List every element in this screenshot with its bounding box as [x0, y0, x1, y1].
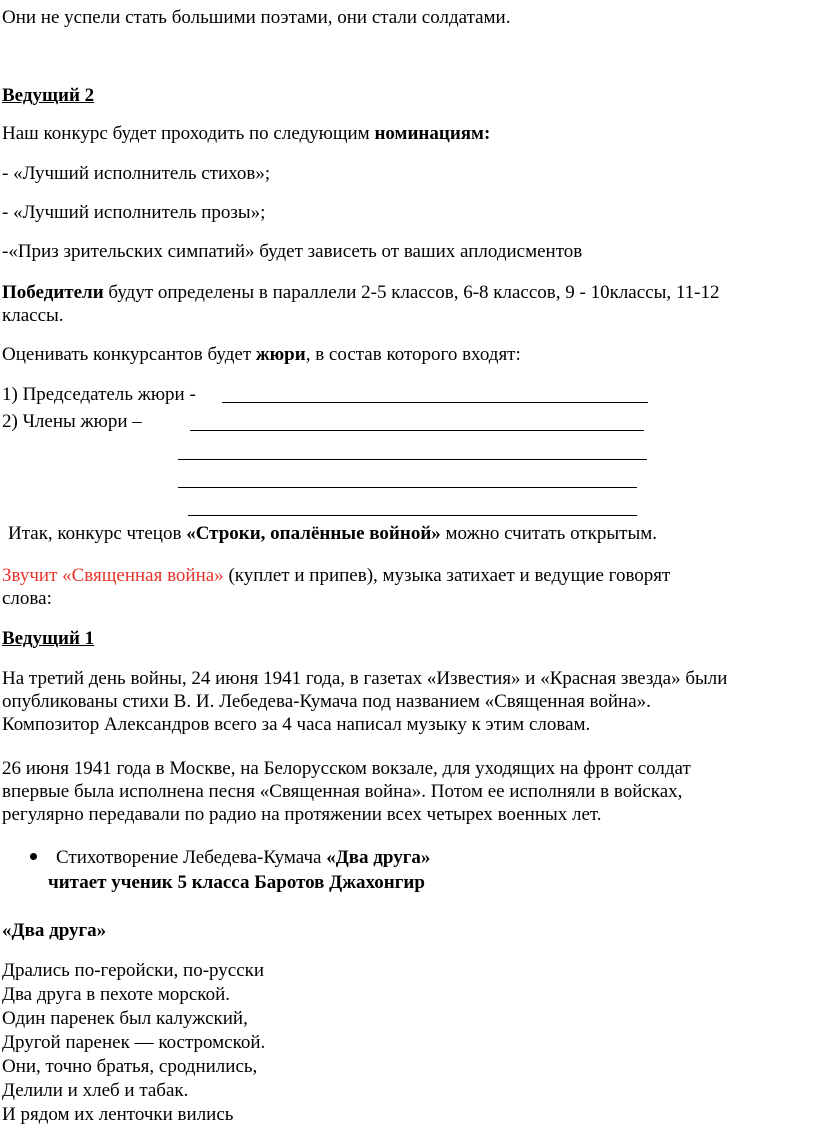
- text: Наш конкурс будет проходить по следующим: [2, 123, 375, 144]
- blank-line: [178, 487, 637, 488]
- bold-text: номинациям:: [374, 123, 491, 144]
- host-2-heading: Ведущий 2: [2, 85, 95, 106]
- paragraph-1-line-3: Композитор Александров всего за 4 часа написал музыку к этим словам.: [2, 714, 591, 735]
- bullet-icon: [30, 853, 37, 860]
- poem-line: Другой паренек — костромской.: [2, 1032, 266, 1053]
- jury-chair-line: 1) Председатель жюри -: [2, 384, 196, 405]
- contest-open-line: [8, 522, 657, 545]
- bold-text: «Два друга»: [326, 847, 431, 868]
- bold-text: Победители: [2, 282, 104, 303]
- bold-text: «Строки, опалённые войной»: [186, 523, 441, 544]
- paragraph-2-line-3: регулярно передавали по радио на протяжении всех четырех военных лет.: [2, 804, 602, 825]
- blank-line: [190, 430, 644, 431]
- poem-line: Один паренек был калужский,: [2, 1008, 248, 1029]
- blank-line: [222, 402, 648, 403]
- bold-text: жюри: [255, 344, 306, 365]
- text: будут определены в параллели 2-5 классов, 6-8 классов, 9 - 10классы, 11-12: [103, 282, 720, 303]
- poem-line: Дрались по-геройски, по-русски: [2, 960, 265, 981]
- jury-line: [2, 343, 521, 366]
- paragraph-1-line-1: На третий день войны, 24 июня 1941 года, в газетах «Известия» и «Красная звезда» были: [2, 668, 728, 689]
- jury-members-line: 2) Члены жюри –: [2, 411, 142, 432]
- text: Они не успели стать большими поэтами, они стали солдатами.: [2, 7, 511, 28]
- intro-line: [2, 6, 510, 29]
- blank-line: [188, 515, 637, 516]
- text: Стихотворение Лебедева-Кумача: [56, 847, 327, 868]
- poem-line: И рядом их ленточки вились: [2, 1104, 234, 1125]
- song-line-2: слова:: [2, 588, 52, 609]
- text: можно считать открытым.: [440, 523, 657, 544]
- winners-line-2: классы.: [2, 305, 64, 326]
- poem-line: Они, точно братья, сроднились,: [2, 1056, 258, 1077]
- nomination-2: - «Лучший исполнитель прозы»;: [2, 202, 266, 223]
- blank-line: [178, 459, 647, 460]
- nomination-3: -«Приз зрительских симпатий» будет зависеть от ваших аплодисментов: [2, 241, 583, 262]
- text: (куплет и припев), музыка затихает и ведущие говорят: [223, 565, 671, 586]
- text: Итак, конкурс чтецов: [8, 523, 187, 544]
- reader-line: читает ученик 5 класса Баротов Джахонгир: [48, 872, 425, 893]
- poem-item-line: [56, 846, 430, 869]
- paragraph-2-line-2: впервые была исполнена песня «Священная война». Потом ее исполняли в войсках,: [2, 781, 683, 802]
- winners-line: [2, 281, 720, 304]
- text: , в состав которого входят:: [305, 344, 521, 365]
- paragraph-2-line-1: 26 июня 1941 года в Москве, на Белорусском вокзале, для уходящих на фронт солдат: [2, 758, 691, 779]
- song-line: [2, 564, 670, 587]
- red-text: Звучит «Священная война»: [2, 565, 224, 586]
- host-1-heading: Ведущий 1: [2, 628, 95, 649]
- text: Оценивать конкурсантов будет: [2, 344, 256, 365]
- nomination-1: - «Лучший исполнитель стихов»;: [2, 163, 271, 184]
- poem-line: Два друга в пехоте морской.: [2, 984, 230, 1005]
- poem-line: Делили и хлеб и табак.: [2, 1080, 189, 1101]
- poem-title: «Два друга»: [2, 920, 107, 941]
- nominations-intro: [2, 122, 490, 145]
- paragraph-1-line-2: опубликованы стихи В. И. Лебедева-Кумача под названием «Священная война».: [2, 691, 651, 712]
